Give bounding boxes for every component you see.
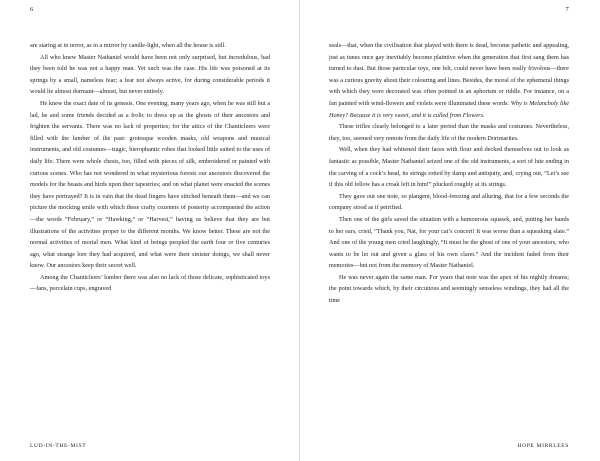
paragraph <box>329 214 569 272</box>
paragraph <box>329 40 569 121</box>
text-segment: He was never again the same man. For years that note was the apex of his nightly dreams; the point towards which, by their circuitous and seemingly senseless windings, they had all the time <box>329 273 569 305</box>
left-page <box>0 0 299 461</box>
paragraph: All who knew Master Nathaniel would have been not only surprised, but incredulous, had they been told he was not a happy man. Yet such was the case. His life was poisoned at its springs by a small, nameless fear; a fear not always active, for during considerable periods it would lie almost dormant—almost, but never entirely. <box>30 53 270 96</box>
text-segment: Well, when they had whitened their faces with flour and decked themselves out to look as fantastic as possible, Master Nathaniel seized one of the old instruments, a sort of lute ending in the carving of a cock’s head, its strings rotted by damp and antiquity, and, crying out, “Let’s see if this old fellow has a croak left in him!” plucked roughly at its strings. <box>329 146 569 189</box>
paragraph: are staring at in terror, as in a mirror by candle-light, when all the house is still. <box>30 42 226 49</box>
text-segment: Then one of the girls saved the situation with a humourous squawk, and, putting her hands to her ears, cried, “Thank you, Nat, for your cat’s concert! It was worse than a squeaking slate.” And one of the young men cried laughingly, “It must be the ghost of one of your ancestors, who wants to be let out and given a glass of his own claret.” And the incident faded from their memories—but not from the memory of Master Nathaniel. <box>329 215 569 270</box>
right-page <box>300 0 600 461</box>
paragraph <box>329 191 569 214</box>
italic-quote: Why is Melancholy like Honey? Because it is very sweet, and it is culled from Flowers. <box>329 99 569 119</box>
paragraph <box>329 121 569 144</box>
paragraph <box>329 272 569 307</box>
text-segment: These trifles clearly belonged to a later period than the masks and costumes. Nevertheless, they, too, seemed very remote from the daily life of the modern Dorimarites. <box>329 123 569 142</box>
paragraph: Among the Chanticleers’ lumber there was also no lack of those delicate, sophisticated toys—fans, porcelain cups, engraved <box>30 273 270 293</box>
text-segment: seals—that, when the civilisation that played with them is dead, become pathetic and appealing, just as tunes once gay inevitably become plaintive when the generation that first sang them has turned to dust. But those particular toys, one felt, could never have been really frivolous—there was a curious gravity about their colouring and lines. Besides, the moral of the ephemeral things with which they were decorated was often pointed in an aphorism or riddle. For instance, on a fan painted with wind-flowers and violets were illuminated these words: <box>329 42 569 107</box>
paragraph <box>329 144 569 190</box>
running-footer: LUD-IN-THE-MIST <box>30 443 87 449</box>
paragraph: He knew the exact date of its genesis. One evening, many years ago, when he was still but a lad, he and some friends decided as a frolic to dress up as the ghosts of their ancestors and frighten the servants. There was no lack of properties; for the attics of the Chanticleers were filled with the lumber of the past: grotesque wooden masks, old weapons and musical instruments, and old costumes—tragic, hierophantic robes that looked little suited to the uses of daily life. There were whole chests, too, filled with pieces of silk, embroidered or painted with curious scenes. Who has not wondered in what mysterious forests our ancestors discovered the models for the beasts and birds upon their tapestries; and on what planet were enacted the scenes they have portrayed? It is in vain that the dead fingers have stitched beneath them—and we can picture the mocking smile with which these crafty cozeners of posterity accompanied the action—the words “February,” or “Hawking,” or “Harvest,” having us believe that they are but illustrations of the activities proper to the different months. We know better. These are not the normal activities of mortal men. What kind of beings peopled the earth four or five centuries ago, what strange lore they had acquired, and what were their sinister doings, we shall never know. Our ancestors keep their secret well. <box>30 99 270 270</box>
page-number: 7 <box>565 6 569 13</box>
page-number: 6 <box>30 6 34 13</box>
running-footer: HOPE MIRRLEES <box>517 443 569 449</box>
text-segment: They gave out one note, so plangent, blood-freezing and alluring, that for a few seconds the company stood as if petrified. <box>329 192 569 212</box>
page-body <box>329 40 569 307</box>
page-body <box>30 40 270 295</box>
